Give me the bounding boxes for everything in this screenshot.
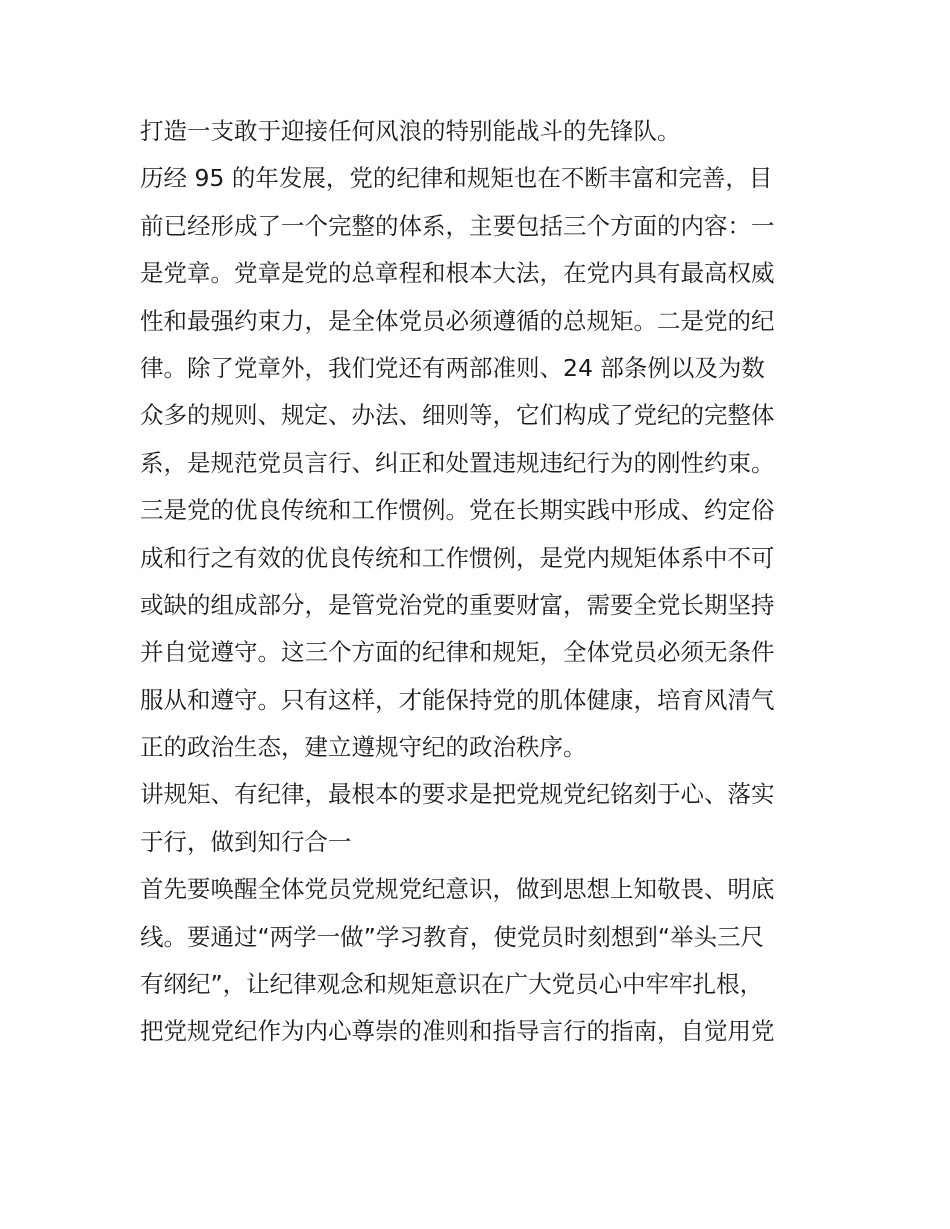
text-line: 正的政治生态，建立遵规守纪的政治秩序。	[140, 733, 587, 762]
text-line: 律。除了党章外，我们党还有两部准则、24 部条例以及为数	[140, 353, 765, 382]
document-body	[140, 108, 830, 1056]
text-line: 历经 95 的年发展，党的纪律和规矩也在不断丰富和完善，目	[140, 164, 773, 193]
text-line: 是党章。党章是党的总章程和根本大法，在党内具有最高权威	[140, 259, 775, 288]
text-line: 首先要唤醒全体党员党规党纪意识，做到思想上知敬畏、明底	[140, 875, 775, 904]
text-line: 成和行之有效的优良传统和工作惯例，是党内规矩体系中不可	[140, 543, 775, 572]
text-line: 线。要通过“两学一做”学习教育，使党员时刻想到“举头三尺	[140, 922, 765, 951]
text-line: 系，是规范党员言行、纠正和处置违规违纪行为的刚性约束。	[140, 448, 775, 477]
text-line: 打造一支敢于迎接任何风浪的特别能战斗的先锋队。	[140, 117, 681, 145]
text-line: 三是党的优良传统和工作惯例。党在长期实践中形成、约定俗	[140, 496, 775, 525]
text-line: 性和最强约束力，是全体党员必须遵循的总规矩。二是党的纪	[140, 306, 775, 335]
text-line: 前已经形成了一个完整的体系，主要包括三个方面的内容：一	[140, 211, 775, 240]
text-line: 服从和遵守。只有这样，才能保持党的肌体健康，培育风清气	[140, 685, 775, 714]
text-line: 把党规党纪作为内心尊崇的准则和指导言行的指南，自觉用党	[140, 1017, 775, 1046]
text-line: 并自觉遵守。这三个方面的纪律和规矩，全体党员必须无条件	[140, 638, 775, 667]
text-line: 有纲纪”，让纪律观念和规矩意识在广大党员心中牢牢扎根，	[140, 970, 764, 999]
text-line: 众多的规则、规定、办法、细则等，它们构成了党纪的完整体	[140, 401, 775, 430]
text-line: 讲规矩、有纪律，最根本的要求是把党规党纪铭刻于心、落实	[140, 780, 775, 809]
text-line: 或缺的组成部分，是管党治党的重要财富，需要全党长期坚持	[140, 590, 775, 619]
text-line: 于行，做到知行合一	[140, 827, 352, 856]
